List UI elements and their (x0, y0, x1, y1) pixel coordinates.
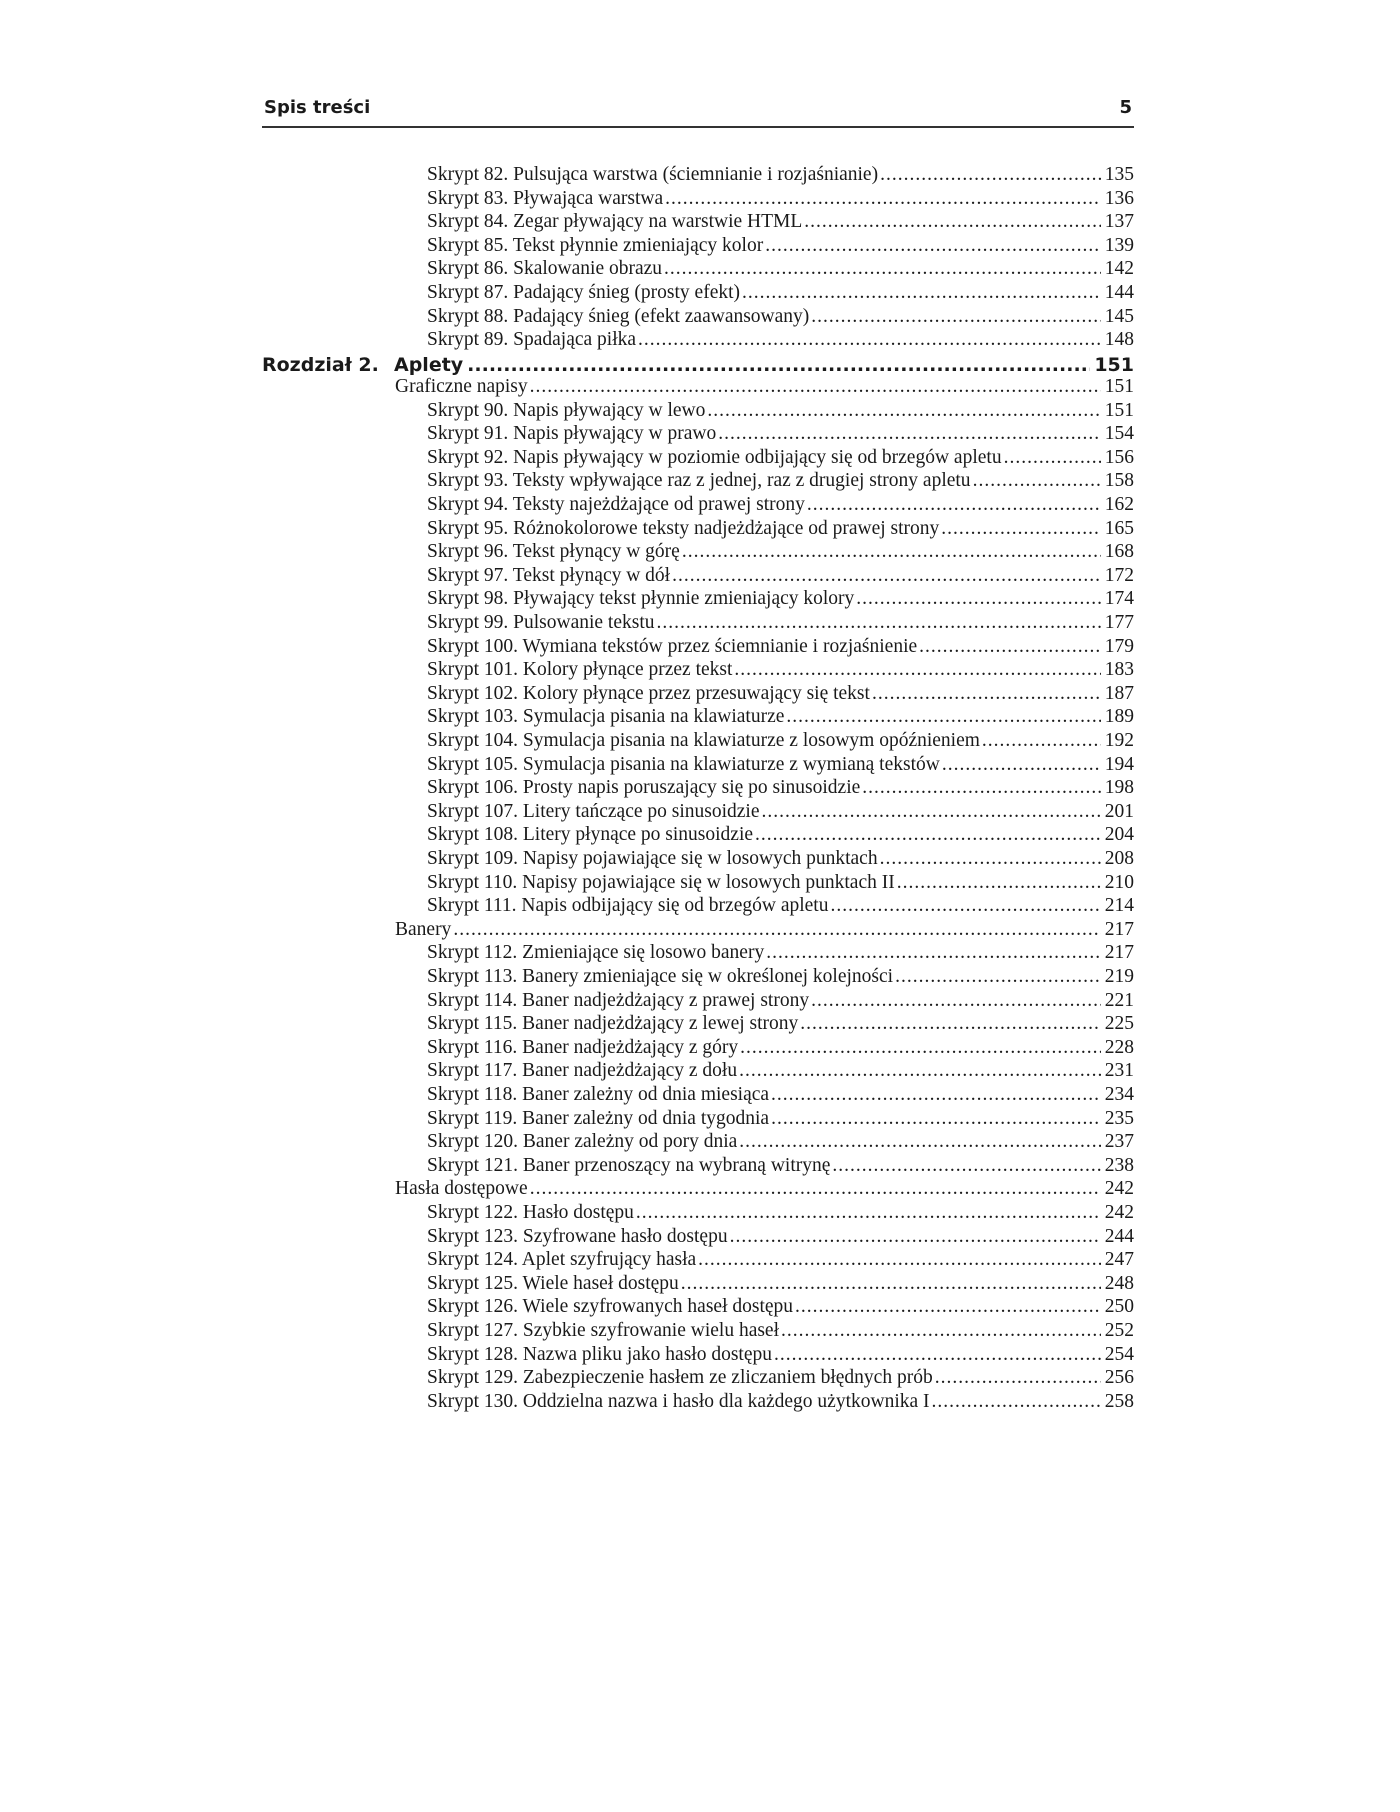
entry-page: 252 (1104, 1320, 1134, 1341)
dot-leader (771, 1107, 1101, 1131)
entry-title: Skrypt 104. Symulacja pisania na klawiaturze z losowym opóźnieniem (427, 730, 980, 751)
entry-page: 154 (1104, 423, 1134, 445)
toc-entry (427, 1201, 1134, 1225)
toc-entry (427, 1107, 1134, 1131)
dot-leader (832, 1154, 1100, 1178)
entry-page: 250 (1104, 1296, 1134, 1318)
dot-leader (665, 187, 1101, 211)
entry-title: Skrypt 120. Baner zależny od pory dnia (427, 1131, 738, 1153)
dot-leader (1004, 446, 1101, 470)
entry-page: 248 (1104, 1272, 1134, 1294)
toc-entry (427, 422, 1134, 446)
dot-leader (895, 965, 1101, 989)
entry-title: Skrypt 127. Szybkie szyfrowanie wielu haseł (427, 1320, 780, 1341)
entry-title: Skrypt 106. Prosty napis poruszający się po sinusoidzie (427, 777, 861, 799)
entry-title: Skrypt 123. Szyfrowane hasło dostępu (427, 1225, 728, 1247)
entry-title: Skrypt 96. Tekst płynący w górę (427, 541, 680, 563)
dot-leader (698, 1248, 1101, 1272)
toc-entry (427, 446, 1134, 470)
toc-entry (427, 823, 1134, 847)
entry-title: Skrypt 91. Napis pływający w prawo (427, 423, 717, 445)
dot-leader (781, 1319, 1101, 1343)
entry-title: Skrypt 98. Pływający tekst płynnie zmieniający kolory (427, 588, 855, 610)
toc-entry (427, 871, 1134, 895)
entry-title: Hasła dostępowe (395, 1178, 528, 1200)
dot-leader (774, 1343, 1101, 1367)
entry-title: Skrypt 95. Różnokolorowe teksty nadjeżdżające od prawej strony (427, 517, 940, 539)
dot-leader (786, 705, 1100, 729)
entry-title: Skrypt 115. Baner nadjeżdżający z lewej strony (427, 1013, 799, 1035)
entry-page: 156 (1104, 446, 1134, 468)
entry-page: 242 (1104, 1202, 1134, 1223)
toc-entry (427, 941, 1134, 965)
dot-leader (880, 847, 1101, 871)
entry-page: 139 (1104, 234, 1134, 256)
entry-title: Skrypt 89. Spadająca piłka (427, 329, 637, 351)
dot-leader (762, 800, 1101, 824)
dot-leader (707, 399, 1100, 423)
toc-entry (427, 611, 1134, 635)
dot-leader (941, 517, 1100, 541)
entry-page: 162 (1104, 494, 1134, 515)
toc-entry (427, 1295, 1134, 1319)
toc-entry (427, 1225, 1134, 1249)
dot-leader (682, 540, 1101, 564)
toc-entry (427, 1390, 1134, 1414)
toc-entry (427, 1343, 1134, 1367)
toc-entry (427, 1272, 1134, 1296)
toc-entry (427, 1154, 1134, 1178)
entry-page: 234 (1104, 1084, 1134, 1105)
dot-leader (935, 1366, 1101, 1390)
toc-entry (427, 234, 1134, 258)
toc-entry (427, 399, 1134, 423)
entry-title: Skrypt 130. Oddzielna nazwa i hasło dla każdego użytkownika I (427, 1390, 930, 1412)
chapter-title: Aplety (394, 354, 464, 376)
toc-section (395, 375, 1134, 399)
entry-page: 235 (1104, 1107, 1134, 1129)
entry-title: Skrypt 97. Tekst płynący w dół (427, 564, 671, 586)
dot-leader (795, 1295, 1101, 1319)
toc-entry (427, 658, 1134, 682)
dot-leader (672, 564, 1101, 588)
entry-title: Skrypt 100. Wymiana tekstów przez ściemnianie i rozjaśnienie (427, 635, 918, 657)
toc-entry (427, 776, 1134, 800)
dot-leader (862, 776, 1100, 800)
entry-page: 148 (1104, 329, 1134, 351)
entry-title: Skrypt 101. Kolory płynące przez tekst (427, 659, 733, 681)
toc-entry (427, 965, 1134, 989)
toc-entry (427, 210, 1134, 234)
toc-entry (427, 847, 1134, 871)
entry-title: Skrypt 107. Litery tańczące po sinusoidzie (427, 800, 760, 822)
toc-entry (427, 1012, 1134, 1036)
toc-entry (427, 328, 1134, 352)
entry-page: 151 (1104, 399, 1134, 421)
entry-page: 158 (1104, 470, 1134, 492)
toc-entry (427, 493, 1134, 517)
entry-title: Skrypt 85. Tekst płynnie zmieniający kolor (427, 234, 764, 256)
toc-entry (427, 1366, 1134, 1390)
toc-entry (427, 469, 1134, 493)
entry-title: Skrypt 117. Baner nadjeżdżający z dołu (427, 1060, 738, 1082)
toc-entry (427, 257, 1134, 281)
dot-leader (807, 493, 1101, 517)
dot-leader (530, 1177, 1101, 1201)
entry-page: 165 (1104, 517, 1134, 539)
toc-section (395, 1177, 1134, 1201)
entry-title: Skrypt 84. Zegar pływający na warstwie HTML (427, 211, 803, 233)
dot-leader (880, 163, 1101, 187)
entry-page: 137 (1104, 211, 1134, 233)
toc-entry (427, 1130, 1134, 1154)
entry-page: 256 (1104, 1367, 1134, 1389)
entry-page: 231 (1104, 1060, 1134, 1082)
entry-title: Skrypt 110. Napisy pojawiające się w losowych punktach II (427, 871, 895, 893)
dot-leader (897, 871, 1101, 895)
dot-leader (811, 989, 1101, 1013)
entry-page: 210 (1104, 871, 1134, 893)
dot-leader (739, 1059, 1101, 1083)
dot-leader (872, 682, 1101, 706)
entry-title: Skrypt 124. Aplet szyfrujący hasła (427, 1249, 697, 1271)
toc-entry (427, 1036, 1134, 1060)
toc-entry (427, 894, 1134, 918)
toc-entry (427, 682, 1134, 706)
entry-page: 144 (1104, 282, 1134, 303)
entry-page: 225 (1104, 1013, 1134, 1035)
running-title: Spis treści (264, 97, 371, 118)
dot-leader (919, 635, 1101, 659)
entry-page: 221 (1104, 989, 1134, 1011)
dot-leader (973, 469, 1101, 493)
entry-page: 214 (1104, 895, 1134, 917)
dot-leader (730, 1225, 1101, 1249)
entry-page: 179 (1104, 635, 1134, 657)
toc-entry (427, 281, 1134, 305)
dot-leader (530, 375, 1101, 399)
entry-title: Skrypt 126. Wiele szyfrowanych haseł dostępu (427, 1296, 794, 1318)
dot-leader (636, 1201, 1101, 1225)
toc-entry (427, 635, 1134, 659)
entry-page: 247 (1104, 1249, 1134, 1271)
dot-leader (664, 257, 1101, 281)
entry-page: 198 (1104, 777, 1134, 799)
entry-page: 192 (1104, 730, 1134, 751)
entry-title: Skrypt 99. Pulsowanie tekstu (427, 612, 655, 633)
toc-entry (427, 187, 1134, 211)
entry-page: 172 (1104, 564, 1134, 586)
entry-page: 189 (1104, 706, 1134, 728)
entry-page: 151 (1104, 376, 1134, 397)
toc-entry (427, 989, 1134, 1013)
entry-page: 136 (1104, 187, 1134, 209)
dot-leader (932, 1390, 1101, 1414)
dot-leader (638, 328, 1101, 352)
entry-title: Skrypt 102. Kolory płynące przez przesuwający się tekst (427, 682, 870, 704)
toc-entry (427, 705, 1134, 729)
entry-title: Skrypt 92. Napis pływający w poziomie odbijający się od brzegów apletu (427, 446, 1002, 468)
entry-page: 168 (1104, 541, 1134, 563)
entry-page: 145 (1104, 305, 1134, 327)
entry-title: Skrypt 114. Baner nadjeżdżający z prawej strony (427, 989, 810, 1011)
dot-leader (771, 1083, 1101, 1107)
toc-entry (427, 587, 1134, 611)
entry-page: 242 (1104, 1178, 1134, 1200)
entry-title: Skrypt 116. Baner nadjeżdżający z góry (427, 1036, 739, 1058)
toc-entry (427, 1083, 1134, 1107)
entry-page: 201 (1104, 800, 1134, 822)
entry-page: 204 (1104, 824, 1134, 846)
entry-title: Skrypt 125. Wiele haseł dostępu (427, 1272, 679, 1294)
entry-page: 174 (1104, 588, 1134, 610)
entry-title: Skrypt 88. Padający śnieg (efekt zaawansowany) (427, 305, 810, 327)
dot-leader (681, 1272, 1101, 1296)
dot-leader (766, 941, 1101, 965)
entry-title: Skrypt 108. Litery płynące po sinusoidzie (427, 824, 754, 846)
entry-page: 208 (1104, 848, 1134, 869)
chapter-page: 151 (1094, 354, 1134, 376)
dot-leader (811, 305, 1100, 329)
entry-title: Skrypt 112. Zmieniające się losowo banery (427, 942, 765, 964)
dot-leader (453, 918, 1100, 942)
toc-entry (427, 540, 1134, 564)
entry-title: Skrypt 87. Padający śnieg (prosty efekt) (427, 282, 741, 303)
entry-page: 238 (1104, 1154, 1134, 1176)
dot-leader (856, 587, 1100, 611)
entry-page: 217 (1104, 942, 1134, 964)
entry-title: Skrypt 129. Zabezpieczenie hasłem ze zliczaniem błędnych prób (427, 1367, 933, 1389)
dot-leader (804, 210, 1100, 234)
entry-title: Skrypt 94. Teksty najeżdżające od prawej strony (427, 494, 805, 515)
entry-title: Skrypt 105. Symulacja pisania na klawiaturze z wymianą tekstów (427, 753, 940, 775)
toc-entry (427, 800, 1134, 824)
entry-title: Skrypt 119. Baner zależny od dnia tygodnia (427, 1107, 770, 1129)
toc-entry (427, 163, 1134, 187)
entry-title: Skrypt 111. Napis odbijający się od brzegów apletu (427, 895, 829, 917)
entry-title: Skrypt 121. Baner przenoszący na wybraną witrynę (427, 1154, 831, 1176)
toc-entry (427, 1248, 1134, 1272)
entry-page: 142 (1104, 258, 1134, 280)
toc-entry (427, 305, 1134, 329)
dot-leader (982, 729, 1101, 753)
entry-page: 135 (1104, 164, 1134, 185)
entry-title: Skrypt 83. Pływająca warstwa (427, 187, 664, 209)
entry-page: 217 (1104, 918, 1134, 940)
entry-title: Skrypt 113. Banery zmieniające się w określonej kolejności (427, 966, 894, 987)
entry-title: Skrypt 109. Napisy pojawiające się w losowych punktach (427, 848, 878, 869)
toc-entry (427, 517, 1134, 541)
entry-page: 194 (1104, 753, 1134, 775)
toc-section (395, 918, 1134, 942)
toc-entry (427, 729, 1134, 753)
dot-leader (742, 281, 1101, 305)
entry-title: Skrypt 128. Nazwa pliku jako hasło dostępu (427, 1343, 772, 1365)
entry-page: 177 (1104, 612, 1134, 633)
dot-leader (657, 611, 1101, 635)
toc-entry (427, 753, 1134, 777)
toc-entry (427, 1059, 1134, 1083)
dot-leader (942, 753, 1101, 777)
toc-entry (427, 564, 1134, 588)
entry-page: 219 (1104, 966, 1134, 987)
entry-page: 183 (1104, 659, 1134, 681)
entry-page: 187 (1104, 682, 1134, 704)
entry-title: Skrypt 93. Teksty wpływające raz z jednej, raz z drugiej strony apletu (427, 470, 971, 492)
entry-title: Skrypt 82. Pulsująca warstwa (ściemnianie i rozjaśnianie) (427, 164, 879, 185)
entry-page: 258 (1104, 1390, 1134, 1412)
dot-leader (739, 1130, 1100, 1154)
dot-leader (755, 823, 1101, 847)
entry-title: Skrypt 122. Hasło dostępu (427, 1202, 634, 1223)
dot-leader (734, 658, 1100, 682)
entry-page: 244 (1104, 1225, 1134, 1247)
dot-leader (740, 1036, 1101, 1060)
entry-title: Graficzne napisy (395, 376, 528, 397)
entry-page: 228 (1104, 1036, 1134, 1058)
entry-title: Skrypt 90. Napis pływający w lewo (427, 399, 706, 421)
dot-leader (800, 1012, 1100, 1036)
dot-leader (765, 234, 1101, 258)
entry-title: Skrypt 86. Skalowanie obrazu (427, 258, 663, 280)
entry-page: 237 (1104, 1131, 1134, 1153)
entry-page: 254 (1104, 1343, 1134, 1365)
entry-title: Banery (395, 918, 452, 940)
page-header (262, 96, 1134, 128)
chapter-label: Rozdział 2. (262, 354, 379, 376)
dot-leader (718, 422, 1101, 446)
entry-title: Skrypt 118. Baner zależny od dnia miesiąca (427, 1084, 770, 1105)
entry-title: Skrypt 103. Symulacja pisania na klawiaturze (427, 706, 785, 728)
dot-leader (830, 894, 1100, 918)
toc-entry (427, 1319, 1134, 1343)
page-number: 5 (1119, 97, 1132, 118)
